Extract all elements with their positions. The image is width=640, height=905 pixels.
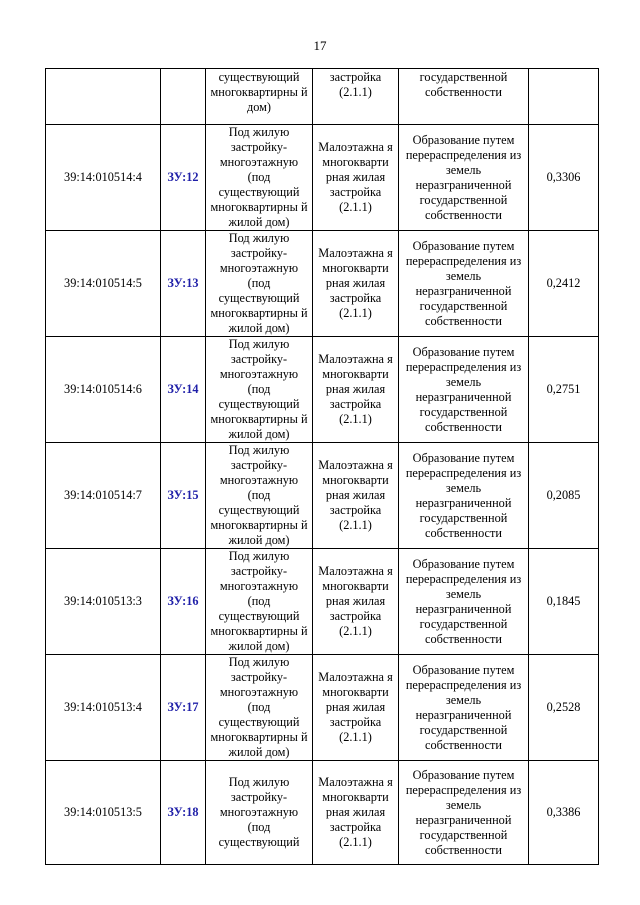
- area-cell: [529, 69, 599, 125]
- purpose-cell: Под жилую застройку-многоэтажную (под существующий многоквартирны й жилой дом): [206, 125, 313, 231]
- area-cell: 0,2528: [529, 655, 599, 761]
- cadastral-number-cell: 39:14:010513:5: [46, 761, 161, 865]
- formation-method-cell: Образование путем перераспределения из земель неразграниченной государственной собственности: [399, 125, 529, 231]
- permitted-use-cell: Малоэтажна я многокварти рная жилая застройка (2.1.1): [313, 231, 399, 337]
- permitted-use-cell: застройка (2.1.1): [313, 69, 399, 125]
- table-row: [46, 655, 599, 761]
- zu-label-cell: ЗУ:17: [161, 655, 206, 761]
- zu-label-cell: ЗУ:16: [161, 549, 206, 655]
- area-cell: 0,1845: [529, 549, 599, 655]
- zu-label-cell: ЗУ:14: [161, 337, 206, 443]
- cadastral-number-cell: 39:14:010513:4: [46, 655, 161, 761]
- purpose-cell: существующий многоквартирны й дом): [206, 69, 313, 125]
- land-plots-table: [45, 68, 599, 865]
- purpose-cell: Под жилую застройку-многоэтажную (под существующий многоквартирны й жилой дом): [206, 231, 313, 337]
- formation-method-cell: Образование путем перераспределения из земель неразграниченной государственной собственности: [399, 549, 529, 655]
- table-row: [46, 443, 599, 549]
- formation-method-cell: Образование путем перераспределения из земель неразграниченной государственной собственности: [399, 761, 529, 865]
- zu-label-cell: ЗУ:12: [161, 125, 206, 231]
- table-row: [46, 231, 599, 337]
- formation-method-cell: Образование путем перераспределения из земель неразграниченной государственной собственности: [399, 231, 529, 337]
- purpose-cell: Под жилую застройку-многоэтажную (под существующий многоквартирны й жилой дом): [206, 443, 313, 549]
- table-row-continuation: [46, 69, 599, 125]
- purpose-cell: Под жилую застройку-многоэтажную (под существующий многоквартирны й жилой дом): [206, 655, 313, 761]
- cadastral-number-cell: 39:14:010514:5: [46, 231, 161, 337]
- zu-label-cell: ЗУ:18: [161, 761, 206, 865]
- permitted-use-cell: Малоэтажна я многокварти рная жилая застройка (2.1.1): [313, 549, 399, 655]
- formation-method-cell: Образование путем перераспределения из земель неразграниченной государственной собственности: [399, 337, 529, 443]
- formation-method-cell: государственной собственности: [399, 69, 529, 125]
- cadastral-number-cell: 39:14:010514:4: [46, 125, 161, 231]
- permitted-use-cell: Малоэтажна я многокварти рная жилая застройка (2.1.1): [313, 655, 399, 761]
- page-number: 17: [313, 38, 327, 53]
- area-cell: 0,2751: [529, 337, 599, 443]
- permitted-use-cell: Малоэтажна я многокварти рная жилая застройка (2.1.1): [313, 761, 399, 865]
- purpose-cell: Под жилую застройку-многоэтажную (под существующий многоквартирны й жилой дом): [206, 337, 313, 443]
- area-cell: 0,2412: [529, 231, 599, 337]
- cadastral-number-cell: 39:14:010514:7: [46, 443, 161, 549]
- table-row: [46, 337, 599, 443]
- permitted-use-cell: Малоэтажна я многокварти рная жилая застройка (2.1.1): [313, 443, 399, 549]
- area-cell: 0,3386: [529, 761, 599, 865]
- table-row: [46, 549, 599, 655]
- permitted-use-cell: Малоэтажна я многокварти рная жилая застройка (2.1.1): [313, 337, 399, 443]
- cadastral-number-cell: [46, 69, 161, 125]
- area-cell: 0,3306: [529, 125, 599, 231]
- zu-label-cell: ЗУ:13: [161, 231, 206, 337]
- zu-label-cell: ЗУ:15: [161, 443, 206, 549]
- purpose-cell: Под жилую застройку-многоэтажную (под существующий многоквартирны й жилой дом): [206, 549, 313, 655]
- permitted-use-cell: Малоэтажна я многокварти рная жилая застройка (2.1.1): [313, 125, 399, 231]
- zu-label-cell: [161, 69, 206, 125]
- cadastral-number-cell: 39:14:010513:3: [46, 549, 161, 655]
- formation-method-cell: Образование путем перераспределения из земель неразграниченной государственной собственности: [399, 443, 529, 549]
- purpose-cell: Под жилую застройку-многоэтажную (под существующий: [206, 761, 313, 865]
- table-row: [46, 125, 599, 231]
- formation-method-cell: Образование путем перераспределения из земель неразграниченной государственной собственности: [399, 655, 529, 761]
- cadastral-number-cell: 39:14:010514:6: [46, 337, 161, 443]
- area-cell: 0,2085: [529, 443, 599, 549]
- table-body: [46, 69, 599, 865]
- table-row: [46, 761, 599, 865]
